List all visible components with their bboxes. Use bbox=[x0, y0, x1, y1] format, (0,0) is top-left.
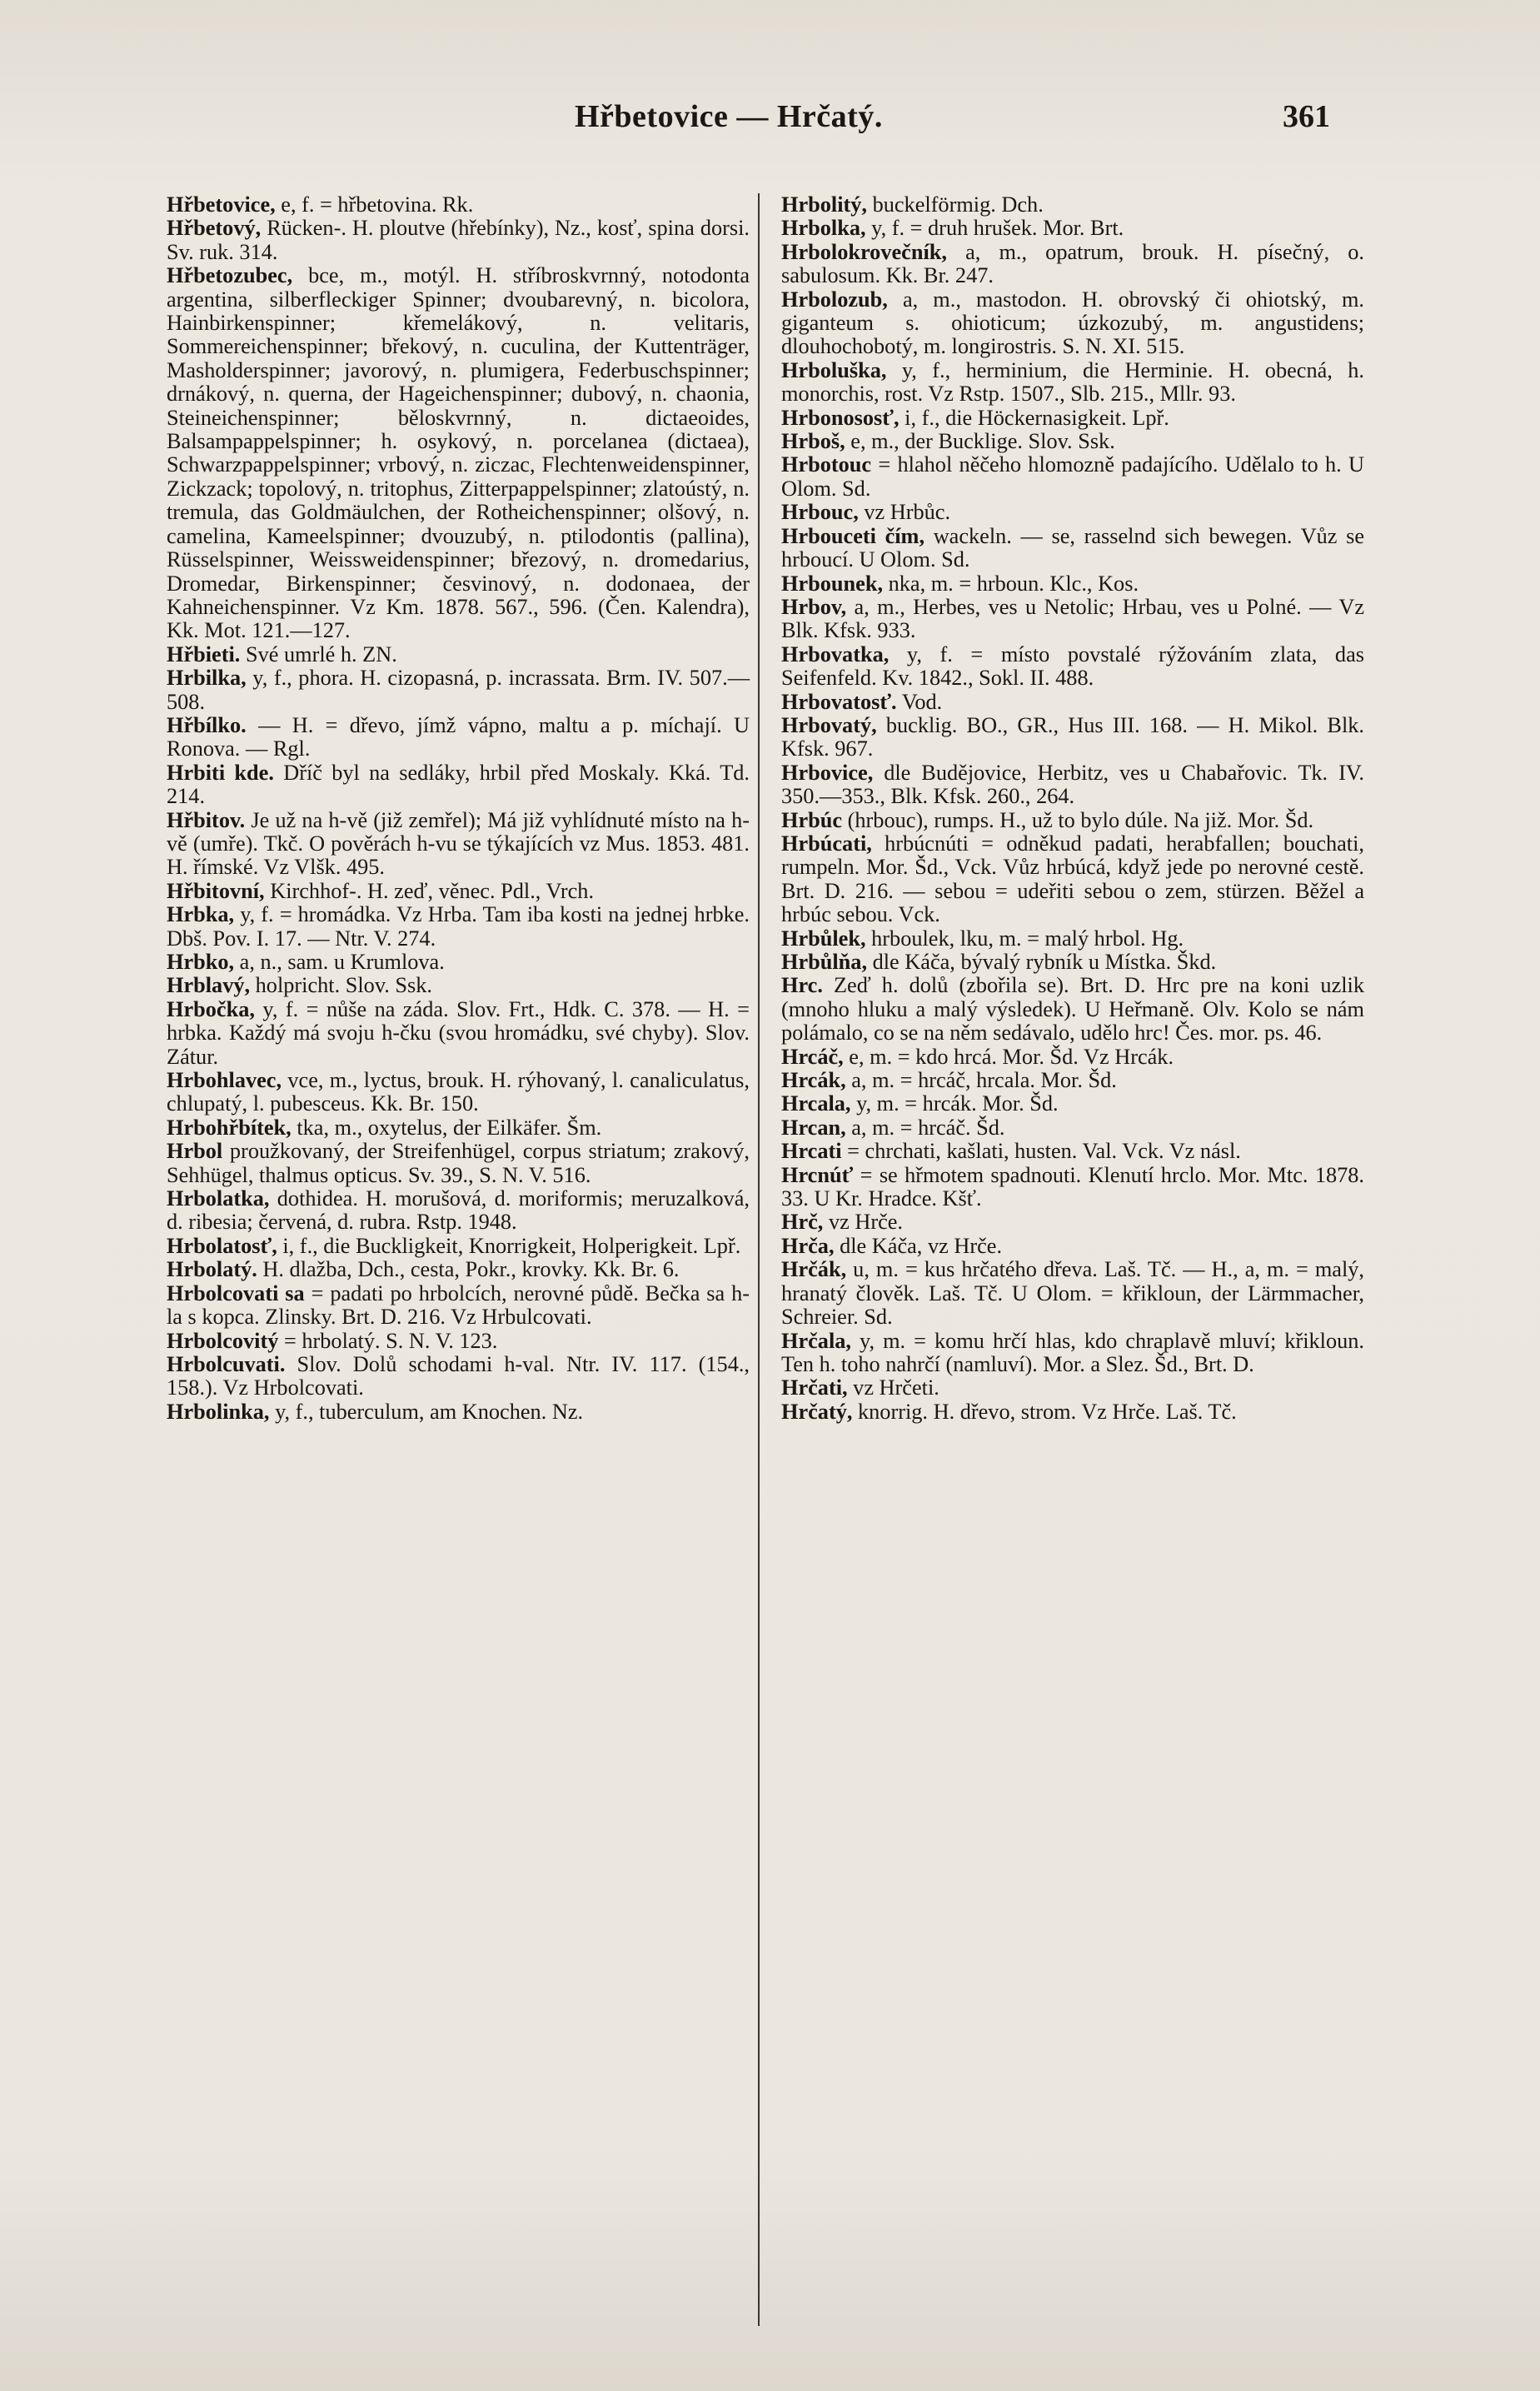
entry-headword: Hřbetozubec, bbox=[167, 263, 293, 288]
entry-headword: Hřbílko. bbox=[167, 712, 247, 737]
entry-definition: bucklig. BO., GR., Hus III. 168. — H. Mikol. Blk. Kfsk. 967. bbox=[781, 712, 1364, 761]
dictionary-entry bbox=[781, 809, 1364, 832]
dictionary-entry bbox=[781, 951, 1364, 974]
entry-headword: Hrcan, bbox=[781, 1115, 846, 1140]
entry-definition: y, m. = komu hrčí hlas, kdo chraplavě mluví; křikloun. Ten h. toho nahrčí (namluví). Mor. a Slez. Šd., Brt. D. bbox=[781, 1328, 1364, 1376]
entry-definition: hrbúcnúti = odněkud padati, herabfallen; bouchati, rumpeln. Mor. Šd., Vck. Vůz hrbúcá, když jede po nerovné cestě. Brt. D. 216. — sebou = udeřiti sebou o zem, stürzen. Běžel a hrbúc sebou. Vck. bbox=[781, 831, 1364, 927]
entry-headword: Hrcáč, bbox=[781, 1044, 844, 1069]
entry-headword: Hrboluška, bbox=[781, 357, 887, 382]
dictionary-entry bbox=[167, 643, 750, 666]
dictionary-entry bbox=[781, 1376, 1364, 1400]
entry-headword: Hřbitov. bbox=[167, 807, 246, 832]
dictionary-entry bbox=[781, 1140, 1364, 1163]
entry-definition: a, m. = hrcáč. Šd. bbox=[845, 1115, 1005, 1140]
entry-definition: a, m. = hrcáč, hrcala. Mor. Šd. bbox=[845, 1068, 1117, 1093]
entry-definition: hrboulek, lku, m. = malý hrbol. Hg. bbox=[865, 926, 1184, 951]
entry-headword: Hrbolatý. bbox=[167, 1257, 257, 1282]
dictionary-entry bbox=[167, 1235, 750, 1258]
dictionary-entry bbox=[167, 264, 750, 643]
entry-definition: holpricht. Slov. Ssk. bbox=[250, 973, 432, 998]
dictionary-entry bbox=[167, 951, 750, 974]
dictionary-entry bbox=[167, 1140, 750, 1187]
entry-headword: Hrbka, bbox=[167, 902, 235, 927]
dictionary-entry bbox=[167, 903, 750, 951]
entry-headword: Hrbolka, bbox=[781, 216, 866, 241]
page-header bbox=[0, 98, 1540, 148]
dictionary-entry bbox=[167, 217, 750, 264]
dictionary-entry bbox=[167, 1353, 750, 1400]
dictionary-entry bbox=[781, 832, 1364, 927]
dictionary-entry bbox=[167, 193, 750, 217]
entry-headword: Hrbounek, bbox=[781, 571, 884, 596]
entry-definition: y, f., herminium, die Herminie. H. obecná, h. monorchis, rost. Vz Rstp. 1507., Slb. 215., Mllr. 93. bbox=[781, 357, 1364, 407]
entry-headword: Hrbůlňa, bbox=[781, 950, 868, 974]
dictionary-entry bbox=[781, 1210, 1364, 1234]
entry-headword: Hrčatý, bbox=[781, 1399, 853, 1424]
entry-headword: Hrcati bbox=[781, 1139, 842, 1164]
entry-headword: Hřbetový, bbox=[167, 216, 262, 241]
entry-definition: vce, m., lyctus, brouk. H. rýhovaný, l. canaliculatus, chlupatý, l. pubesceus. Kk. Br. 150. bbox=[167, 1068, 750, 1116]
dictionary-entry bbox=[167, 974, 750, 997]
entry-definition: (hrbouc), rumps. H., už to bylo dúle. Na již. Mor. Šd. bbox=[842, 807, 1314, 832]
dictionary-entry bbox=[781, 359, 1364, 407]
entry-definition: = hlahol něčeho hlomozně padajícího. Udělalo to h. U Olom. Sd. bbox=[781, 452, 1364, 501]
entry-headword: Hřbitovní, bbox=[167, 878, 265, 903]
entry-headword: Hrcnúť bbox=[781, 1162, 854, 1187]
entry-headword: Hrbúcati, bbox=[781, 831, 872, 856]
entry-headword: Hrbovice, bbox=[781, 760, 874, 785]
entry-headword: Hrbolatka, bbox=[167, 1186, 270, 1211]
entry-definition: proužkovaný, der Streifenhügel, corpus striatum; zrakový, Sehhügel, thalmus opticus. Sv. 39., S. N. V. 516. bbox=[167, 1139, 750, 1187]
dictionary-entry bbox=[781, 1046, 1364, 1069]
entry-definition: Své umrlé h. ZN. bbox=[240, 641, 397, 666]
entry-definition: y, f. = nůše na záda. Slov. Frt., Hdk. C. 378. — H. = hrbka. Každý má svoju h-čku (svou hromádku, své chyby). Slov. Zátur. bbox=[167, 996, 750, 1069]
running-title: Hřbetovice — Hrčatý. bbox=[575, 99, 883, 134]
dictionary-entry bbox=[167, 1187, 750, 1235]
dictionary-entry bbox=[167, 761, 750, 809]
entry-headword: Hrča, bbox=[781, 1233, 835, 1258]
dictionary-entry bbox=[781, 974, 1364, 1045]
dictionary-entry bbox=[781, 430, 1364, 453]
dictionary-entry bbox=[781, 596, 1364, 643]
dictionary-entry bbox=[167, 1330, 750, 1353]
entry-headword: Hrboš, bbox=[781, 429, 845, 454]
entry-definition: knorrig. H. dřevo, strom. Vz Hrče. Laš. Tč. bbox=[852, 1399, 1237, 1424]
entry-headword: Hrčati, bbox=[781, 1375, 848, 1400]
entry-headword: Hrbovatosť. bbox=[781, 689, 897, 714]
entry-headword: Hrbouceti čím, bbox=[781, 523, 925, 548]
entry-headword: Hřbieti. bbox=[167, 641, 241, 666]
entry-definition: Dříč byl na sedláky, hrbil před Moskaly. Kká. Td. 214. bbox=[167, 760, 750, 809]
entry-headword: Hrcala, bbox=[781, 1091, 851, 1116]
entry-definition: dothidea. H. morušová, d. moriformis; meruzalková, d. ribesia; červená, d. rubra. Rstp. 1948. bbox=[167, 1186, 750, 1235]
entry-headword: Hrcák, bbox=[781, 1068, 846, 1093]
entry-headword: Hrbolozub, bbox=[781, 287, 888, 312]
entry-definition: wackeln. — se, rasselnd sich bewegen. Vůz se hrboucí. U Olom. Sd. bbox=[781, 523, 1364, 572]
entry-definition: dle Káča, bývalý rybník u Místka. Škd. bbox=[867, 950, 1217, 974]
entry-headword: Hrč, bbox=[781, 1210, 824, 1235]
entry-definition: H. dlažba, Dch., cesta, Pokr., krovky. Kk. Br. 6. bbox=[257, 1257, 680, 1282]
entry-headword: Hrbohřbítek, bbox=[167, 1115, 292, 1140]
dictionary-entry bbox=[781, 572, 1364, 596]
entry-definition: Vod. bbox=[896, 689, 943, 714]
entry-definition: Zeď h. dolů (zbořila se). Brt. D. Hrc pre na koni uzlik (mnoho hluku a malý výsledek). U Heřmaně. Olv. Kolo se nám polámalo, co se na něm sedávalo, udělo hrc! Čes. mor. ps. 46. bbox=[781, 973, 1364, 1046]
left-column bbox=[167, 193, 750, 1424]
entry-definition: y, f. = místo povstalé rýžováním zlata, das Seifenfeld. Kv. 1842., Sokl. II. 488. bbox=[781, 641, 1364, 691]
page-number: 361 bbox=[1283, 99, 1330, 134]
entry-definition: Slov. Dolů schodami h-val. Ntr. IV. 117. (154., 158.). Vz Hrbolcovati. bbox=[167, 1351, 750, 1400]
right-column bbox=[781, 193, 1364, 1424]
entry-headword: Hrbilka, bbox=[167, 666, 247, 691]
dictionary-entry bbox=[167, 998, 750, 1069]
entry-definition: Rücken-. H. ploutve (hřebínky), Nz., kosť, spina dorsi. Sv. ruk. 314. bbox=[167, 216, 750, 264]
dictionary-entry bbox=[781, 761, 1364, 809]
dictionary-entry bbox=[781, 1258, 1364, 1329]
entry-definition: a, m., Herbes, ves u Netolic; Hrbau, ves u Polné. — Vz Blk. Kfsk. 933. bbox=[781, 594, 1364, 643]
dictionary-entry bbox=[781, 1164, 1364, 1211]
entry-definition: = se hřmotem spadnouti. Klenutí hrclo. Mor. Mtc. 1878. 33. U Kr. Hradce. Kšť. bbox=[781, 1162, 1364, 1211]
dictionary-entry bbox=[781, 288, 1364, 359]
entry-definition: = padati po hrbolcích, nerovné půdě. Bečka sa h-la s kopca. Zlinsky. Brt. D. 216. Vz Hrbulcovati. bbox=[167, 1280, 750, 1330]
entry-definition: — H. = dřevo, jímž vápno, maltu a p. míchají. U Ronova. — Rgl. bbox=[167, 712, 750, 761]
dictionary-entry bbox=[167, 714, 750, 761]
dictionary-entry bbox=[167, 666, 750, 714]
entry-headword: Hrbovatka, bbox=[781, 641, 890, 666]
dictionary-entry bbox=[781, 1092, 1364, 1116]
entry-headword: Hrbolcuvati. bbox=[167, 1351, 286, 1376]
entry-headword: Hrbolinka, bbox=[167, 1399, 270, 1424]
entry-definition: a, n., sam. u Krumlova. bbox=[234, 950, 445, 974]
dictionary-entry bbox=[167, 809, 750, 880]
dictionary-entry bbox=[781, 927, 1364, 951]
entry-definition: i, f., die Buckligkeit, Knorrigkeit, Holperigkeit. Lpř. bbox=[277, 1233, 741, 1258]
entry-headword: Hrbolatosť, bbox=[167, 1233, 277, 1258]
entry-headword: Hrbolitý, bbox=[781, 192, 867, 217]
entry-definition: a, m., mastodon. H. obrovský či ohiotský, m. giganteum s. ohioticum; úzkozubý, m. angustidens; dlouhochobotý, m. longirostris. S. N. XI. 515. bbox=[781, 287, 1364, 359]
dictionary-entry bbox=[781, 1400, 1364, 1424]
entry-headword: Hrbůlek, bbox=[781, 926, 866, 951]
dictionary-entry bbox=[167, 880, 750, 903]
dictionary-entry bbox=[781, 501, 1364, 524]
entry-headword: Hrbolcovati sa bbox=[167, 1280, 305, 1305]
dictionary-entry bbox=[781, 691, 1364, 714]
entry-definition: e, m. = kdo hrcá. Mor. Šd. Vz Hrcák. bbox=[843, 1044, 1174, 1069]
entry-headword: Hrbol bbox=[167, 1139, 223, 1164]
entry-definition: vz Hrčeti. bbox=[847, 1375, 939, 1400]
dictionary-entry bbox=[167, 1282, 750, 1330]
entry-headword: Hrblavý, bbox=[167, 973, 251, 998]
dictionary-entry bbox=[781, 525, 1364, 572]
dictionary-entry bbox=[781, 714, 1364, 761]
entry-definition: i, f., die Höckernasigkeit. Lpř. bbox=[899, 405, 1169, 430]
entry-headword: Hrbonososť, bbox=[781, 405, 900, 430]
dictionary-entry bbox=[167, 1400, 750, 1424]
entry-definition: a, m., opatrum, brouk. H. písečný, o. sabulosum. Kk. Br. 247. bbox=[781, 239, 1364, 288]
entry-definition: y, m. = hrcák. Mor. Šd. bbox=[850, 1091, 1059, 1116]
entry-definition: y, f. = druh hrušek. Mor. Brt. bbox=[865, 216, 1124, 241]
entry-headword: Hrc. bbox=[781, 973, 823, 998]
entry-definition: vz Hrbůc. bbox=[858, 500, 951, 525]
dictionary-entry bbox=[781, 1116, 1364, 1140]
entry-headword: Hrbolcovitý bbox=[167, 1328, 279, 1353]
entry-headword: Hrbotouc bbox=[781, 452, 872, 477]
entry-definition: e, f. = hřbetovina. Rk. bbox=[275, 192, 474, 217]
entry-headword: Hrčala, bbox=[781, 1328, 851, 1353]
entry-headword: Hrbúc bbox=[781, 807, 843, 832]
dictionary-entry bbox=[781, 193, 1364, 217]
entry-definition: Kirchhof-. H. zeď, věnec. Pdl., Vrch. bbox=[264, 878, 595, 903]
entry-headword: Hrbouc, bbox=[781, 500, 859, 525]
dictionary-entry bbox=[781, 407, 1364, 430]
entry-definition: = hrbolatý. S. N. V. 123. bbox=[278, 1328, 498, 1353]
dictionary-entry bbox=[781, 217, 1364, 240]
dictionary-entry bbox=[781, 1069, 1364, 1092]
entry-definition: u, m. = kus hrčatého dřeva. Laš. Tč. — H., a, m. = malý, hranatý člověk. Laš. Tč. U Olom. = křikloun, der Lärmmacher, Schreier. Sd. bbox=[781, 1257, 1364, 1330]
entry-definition: y, f. = hromádka. Vz Hrba. Tam iba kosti na jednej hrbke. Dbš. Pov. I. 17. — Ntr. V. 274. bbox=[167, 902, 750, 951]
entry-headword: Hrbočka, bbox=[167, 996, 255, 1021]
entry-definition: e, m., der Bucklige. Slov. Ssk. bbox=[845, 429, 1115, 454]
entry-definition: vz Hrče. bbox=[823, 1210, 904, 1235]
dictionary-entry bbox=[167, 1258, 750, 1281]
entry-headword: Hrbiti kde. bbox=[167, 760, 274, 785]
dictionary-entry bbox=[781, 1235, 1364, 1258]
entry-definition: y, f., tuberculum, am Knochen. Nz. bbox=[269, 1399, 584, 1424]
entry-definition: dle Budějovice, Herbitz, ves u Chabařovic. Tk. IV. 350.—353., Blk. Kfsk. 260., 264. bbox=[781, 760, 1364, 809]
dictionary-entry bbox=[167, 1116, 750, 1140]
entry-headword: Hrčák, bbox=[781, 1257, 847, 1282]
entry-headword: Hrbovatý, bbox=[781, 712, 877, 737]
entry-definition: tka, m., oxytelus, der Eilkäfer. Šm. bbox=[291, 1115, 602, 1140]
entry-headword: Hrbohlavec, bbox=[167, 1068, 282, 1093]
entry-definition: bce, m., motýl. H. stříbroskvrnný, notodonta argentina, silberfleckiger Spinner; dvoubarevný, n. bicolora, Hainbirkenspinner; křemelákový, n. velitaris, Sommereichenspinner; břekový, n. cuculina, der Kuttenträger, Masholderspinner; javorový, n. plumigera, Federbuschspinner; drnákový, n. querna, der Hageichenspinner; dubový, n. chaonia, Steineichenspinner; běloskvrnný, n. dictaeoides, Balsampappelspinner; h. osykový, n. porcelanea (dictaea), Schwarzpappelspinner; vrbový, n. ziczac, Flechtenweidenspinner, Zickzack; topolový, n. tritophus, Zitterpappelspinner; zlatoústý, n. tremula, das Goldmäulchen, der Rotheichenspinner; olšový, n. camelina, Kameelspinner; dvouzubý, n. ptilodontis (pallina), Rüsselspinner, Weissweidenspinner; březový, n. dromedarius, Dromedar, Birkenspinner; česvinový, n. dodonaea, der Kahneichenspinner. Vz Km. 1878. 567., 596. (Čen. Kalendra), Kk. Mot. 121.—127. bbox=[167, 263, 750, 643]
dictionary-entry bbox=[781, 1330, 1364, 1377]
entry-definition: buckelförmig. Dch. bbox=[867, 192, 1044, 217]
entry-headword: Hrbolokrovečník, bbox=[781, 239, 947, 264]
entry-definition: = chrchati, kašlati, husten. Val. Vck. Vz násl. bbox=[841, 1139, 1241, 1164]
entry-definition: nka, m. = hrboun. Klc., Kos. bbox=[883, 571, 1139, 596]
dictionary-entry bbox=[781, 241, 1364, 288]
entry-definition: y, f., phora. H. cizopasná, p. incrassata. Brm. IV. 507.—508. bbox=[167, 666, 750, 714]
entry-headword: Hrbov, bbox=[781, 594, 847, 619]
entry-definition: dle Káča, vz Hrče. bbox=[834, 1233, 1003, 1258]
entry-definition: Je už na h-vě (již zemřel); Má již vyhlídnuté místo na h-vě (umře). Tkč. O pověrách h-vu se týkajících vz Mus. 1853. 481. H. římské. Vz Vlšk. 495. bbox=[167, 807, 750, 880]
dictionary-entry bbox=[167, 1069, 750, 1116]
entry-headword: Hřbetovice, bbox=[167, 192, 276, 217]
entry-headword: Hrbko, bbox=[167, 950, 235, 974]
dictionary-entry bbox=[781, 643, 1364, 691]
dictionary-entry bbox=[781, 453, 1364, 501]
column-divider bbox=[758, 193, 760, 2326]
